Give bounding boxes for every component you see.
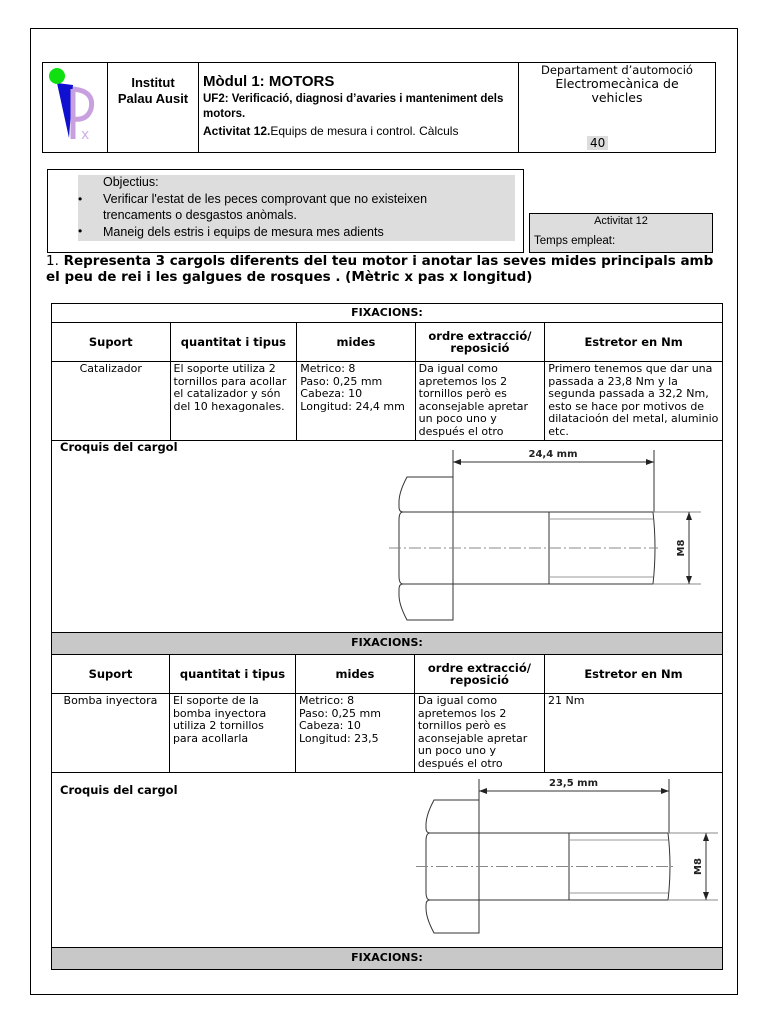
module-info	[199, 63, 519, 152]
column-header: Suport	[52, 323, 171, 362]
institute-name	[108, 63, 199, 152]
diameter-dimension: M8	[676, 539, 687, 557]
table-cell[interactable]: Da igual como apretemos los 2 tornillos però es aconsejable apretar un poco uno y después el otro	[415, 362, 545, 441]
bolt-drawing	[52, 441, 722, 634]
fixations-table-3-header	[51, 947, 723, 970]
unit-title: UF2: Verificació, diagnosi d’avaries i manteniment dels motors.	[203, 93, 504, 120]
diameter-dimension: M8	[693, 858, 704, 875]
bullet-icon: •	[78, 224, 83, 238]
table-cell[interactable]: Catalizador	[52, 362, 171, 441]
module-title: Mòdul 1: MOTORS	[203, 73, 335, 90]
activity-label: Activitat 12	[594, 215, 648, 227]
objective-item: trencaments o desgastos anòmals.	[103, 208, 297, 222]
column-header: Estretor en Nm	[545, 323, 723, 362]
column-header: mides	[297, 323, 415, 362]
question-text: Representa 3 cargols diferents del teu motor i anotar las seves mides principals amb el peu de rei i les galgues de rosques . (Mètric x pas x longitud)	[46, 253, 714, 285]
department-info	[519, 63, 715, 152]
objectives-box	[47, 169, 524, 253]
table-cell[interactable]: Primero tenemos que dar una passada a 23,8 Nm y la segunda passada a 32,2 Nm, esto se hace por motivos de dilatacioón del metal, aluminio etc.	[545, 362, 723, 441]
svg-text:x: x	[81, 127, 90, 143]
column-header: Suport	[52, 655, 170, 694]
table-cell[interactable]: Bomba inyectora	[52, 694, 170, 773]
bullet-icon: •	[78, 192, 83, 206]
time-spent-label[interactable]: Temps empleat:	[534, 235, 616, 247]
table-title: FIXACIONS:	[52, 948, 723, 970]
column-header: ordre extracció/ reposició	[415, 323, 545, 362]
question-number: 1.	[46, 253, 59, 269]
table-title: FIXACIONS:	[52, 304, 723, 323]
column-header: ordre extracció/ reposició	[414, 655, 544, 694]
table-cell[interactable]: Metrico: 8 Paso: 0,25 mm Cabeza: 10 Longitud: 23,5	[296, 694, 415, 773]
activity-title	[203, 124, 514, 138]
institute-logo	[43, 63, 108, 152]
table-cell[interactable]: El soporte de la bomba inyectora utiliza 2 tornillos para acollarla	[169, 694, 295, 773]
sketch-label: Croquis del cargol	[60, 783, 178, 797]
institute-line: Institut	[131, 75, 175, 90]
sketch-label: Croquis del cargol	[60, 440, 178, 454]
length-dimension: 24,4 mm	[528, 449, 578, 460]
length-dimension: 23,5 mm	[549, 778, 598, 789]
department-name: Departament d’automoció	[541, 63, 693, 77]
page-number: 40	[587, 136, 608, 150]
objectives-title: Objectius:	[103, 175, 159, 189]
objective-item: Maneig dels estris i equips de mesura mes adients	[103, 225, 384, 239]
fixations-table-1	[51, 303, 723, 635]
document-header	[42, 62, 716, 153]
activity-box	[529, 213, 713, 253]
activity-number: Activitat 12.	[203, 124, 271, 138]
institute-line: Palau Ausit	[117, 91, 189, 106]
bolt-drawing	[52, 773, 722, 948]
table-title: FIXACIONS:	[52, 633, 723, 655]
table-cell[interactable]: El soporte utiliza 2 tornillos para acollar el catalizador y són del 10 hexagonales.	[170, 362, 297, 441]
column-header: mides	[296, 655, 415, 694]
question-1	[46, 253, 726, 285]
sketch-cell	[52, 441, 723, 635]
sketch-cell	[52, 773, 723, 949]
table-cell[interactable]: 21 Nm	[545, 694, 723, 773]
fixations-table-2	[51, 632, 723, 949]
column-header: quantitat i tipus	[170, 323, 297, 362]
table-cell[interactable]: Da igual como apretemos los 2 tornillos però es aconsejable apretar un poco uno y después el otro	[414, 694, 544, 773]
specialty-name: Electromecànica de vehicles	[555, 76, 679, 105]
objective-item: Verificar l'estat de les peces comprovant que no existeixen	[103, 192, 428, 206]
table-cell[interactable]: Metrico: 8 Paso: 0,25 mm Cabeza: 10 Longitud: 24,4 mm	[297, 362, 415, 441]
column-header: Estretor en Nm	[545, 655, 723, 694]
column-header: quantitat i tipus	[169, 655, 295, 694]
activity-text: Equips de mesura i control. Càlculs	[270, 124, 459, 138]
